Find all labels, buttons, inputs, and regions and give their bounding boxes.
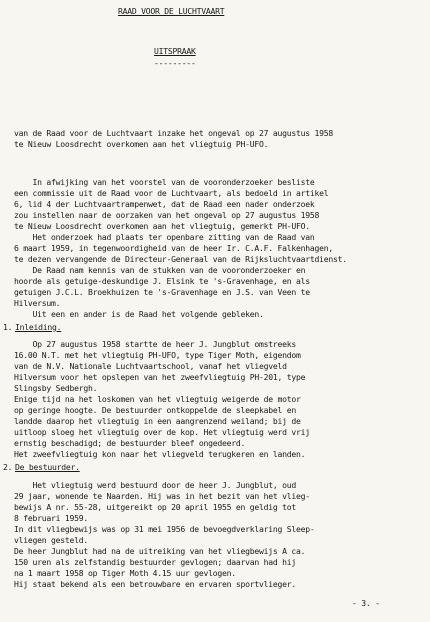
section1-line: uitloop sloeg het vliegtuig over de kop. Het vliegtuig werd vrij (14, 427, 310, 437)
document-subheader: UITSPRAAK (154, 46, 196, 56)
preamble-line: Hilversum. (14, 298, 61, 308)
section2-line: 29 jaar, wonende te Naarden. Hij was in het bezit van het vlieg- (14, 491, 310, 501)
section1-line: Slingsby Sedbergh. (14, 383, 98, 393)
preamble-line: 6 maart 1959, in tegenwoordigheid van de heer Ir. C.A.F. Falkenhagen, (14, 243, 333, 253)
section1-line: Op 27 augustus 1958 startte de heer J. Jungblut omstreeks (14, 339, 296, 349)
preamble-line: te dezen vervangende de Directeur-Generaal van de Rijksluchtvaartdienst. (14, 254, 347, 264)
section2-line: Hij staat bekend als een betrouwbare en ervaren sportvlieger. (14, 579, 296, 589)
section1-title: Inleiding. (15, 322, 62, 332)
page-number: - 3. - (352, 598, 380, 608)
preamble-line: zou instellen naar de oorzaken van het ongeval op 27 augustus 1958 (14, 210, 320, 220)
intro-line: te Nieuw Loosdrecht overkomen aan het vliegtuig PH-UFO. (14, 139, 269, 149)
section1-line: ernstig beschadigd; de bestuurder bleef ongedeerd. (14, 438, 246, 448)
preamble-line: 6, lid 4 der Luchtvaartrampenwet, dat de Raad een nader onderzoek (14, 199, 315, 209)
section2-line: De heer Jungblut had na de uitreiking van het vliegbewijs A ca. (14, 546, 306, 556)
preamble-line: Het onderzoek had plaats ter openbare zitting van de Raad van (14, 232, 315, 242)
intro-line: van de Raad voor de Luchtvaart inzake het ongeval op 27 augustus 1958 (14, 128, 333, 138)
section1-line: Enige tijd na het loskomen van het vliegtuig weigerde de motor (14, 394, 301, 404)
document-header: RAAD VOOR DE LUCHTVAART (118, 6, 225, 16)
preamble-line: In afwijking van het voorstel van de vooronderzoeker besliste (14, 177, 315, 187)
preamble-line: getuigen J.C.L. Broekhuizen te 's-Gravenhage en J.S. van Veen te (14, 287, 310, 297)
section1-line: van de N.V. Nationale Luchtvaartschool, vanaf het vliegveld (14, 361, 287, 371)
preamble-line: De Raad nam kennis van de stukken van de vooronderzoeker en (14, 265, 306, 275)
section2-title: De bestuurder. (15, 462, 80, 472)
section2-line: 8 februari 1959. (14, 513, 88, 523)
preamble-line: te Nieuw Loosdrecht overkomen aan het vliegtuig, gemerkt PH-UFO. (14, 221, 310, 231)
section1-line: Hilversum voor het opslepen van het zweefvliegtuig PH-201, type (14, 372, 306, 382)
section1-line: Het zweefvliegtuig kon naar het vliegveld terugkeren en landen. (14, 449, 306, 459)
section1-line: landde daarop het vliegtuig in een aangrenzend weiland; bij de (14, 416, 301, 426)
section2-line: na 1 maart 1958 op Tiger Moth 4.15 uur gevlogen. (14, 568, 236, 578)
section2-line: In dit vliegbewijs was op 31 mei 1956 de bevoegdverklaring Sleep- (14, 524, 315, 534)
section2-line: vliegen gesteld. (14, 535, 88, 545)
section1-line: op geringe hoogte. De bestuurder ontkoppelde de sleepkabel en (14, 405, 296, 415)
section2-line: bewijs A nr. 55-28, uitgereikt op 20 april 1955 en geldig tot (14, 502, 296, 512)
preamble-line: hoorde als getuige-deskundige J. Elsink te 's-Gravenhage, en als (14, 276, 310, 286)
preamble-line: Uit een en ander is de Raad het volgende gebleken. (14, 309, 264, 319)
section2-number: 2. (3, 462, 13, 472)
section1-number: 1. (3, 322, 13, 332)
section2-line: Het vliegtuig werd bestuurd door de heer J. Jungblut, oud (14, 480, 296, 490)
section1-line: 16.00 N.T. met het vliegtuig PH-UFO, type Tiger Moth, eigendom (14, 350, 301, 360)
preamble-line: een commissie uit de Raad voor de Luchtvaart, als bedoeld in artikel (14, 188, 329, 198)
section2-line: 150 uren als zelfstandig bestuurder gevlogen; daarvan had hij (14, 557, 296, 567)
subheader-rule: --------- (154, 58, 196, 68)
